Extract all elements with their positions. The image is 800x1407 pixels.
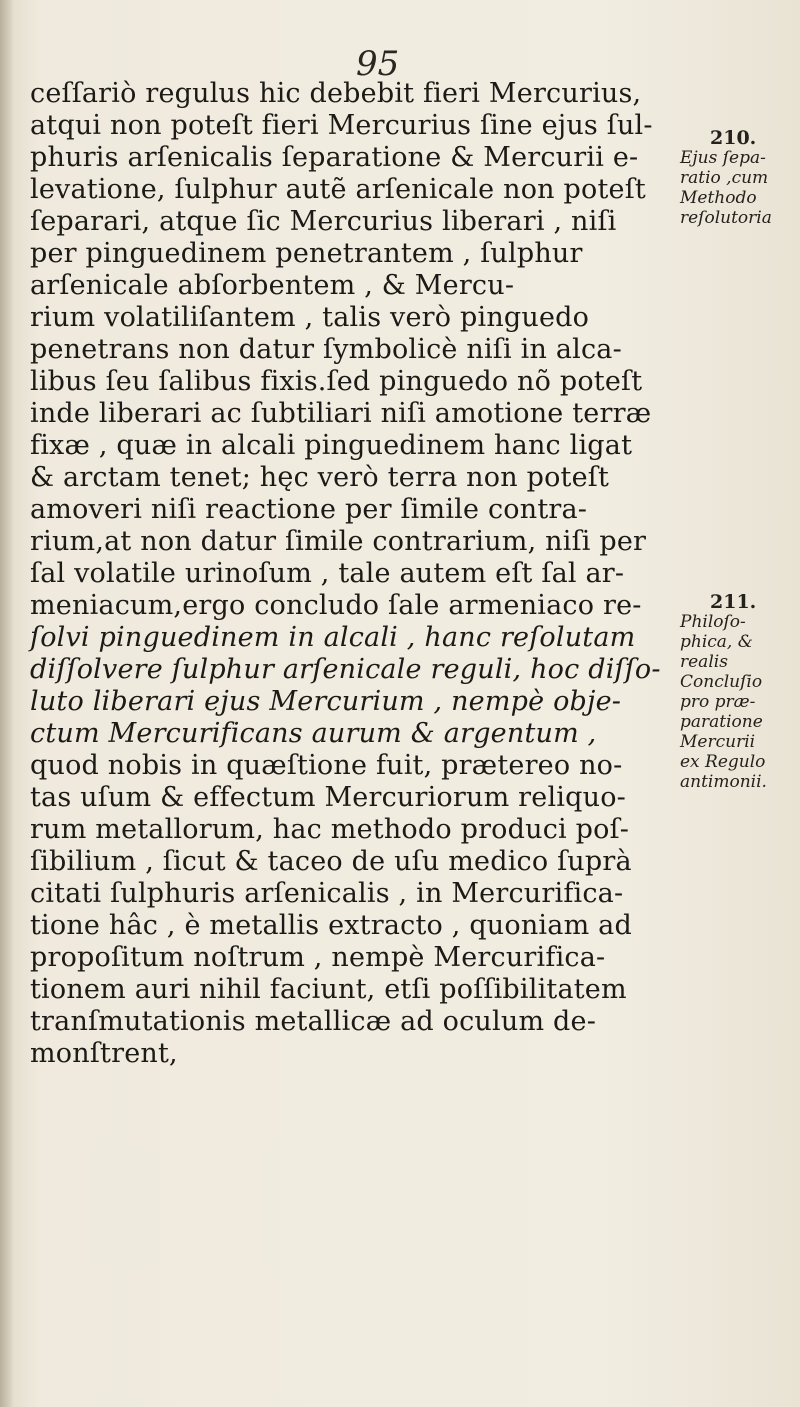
text-line: citati ſulphuris arſenicalis , in Mercurifica-	[30, 878, 624, 909]
marginal-note-line: ex Regulo	[680, 752, 766, 772]
text-line: ceſſariò regulus hic debebit fieri Mercurius,	[30, 78, 642, 109]
binding-shadow	[0, 0, 14, 1407]
text-line: ctum Mercurificans aurum & argentum ,	[30, 718, 597, 749]
marginal-note-line: antimonii.	[680, 772, 767, 792]
text-line: fixæ , quæ in alcali pinguedinem hanc ligat	[30, 430, 633, 461]
marginal-note-line: Methodo	[680, 188, 757, 208]
text-line: rium,at non datur ſimile contrarium, niſi per	[30, 526, 647, 557]
text-line: phuris arſenicalis ſeparatione & Mercurii e-	[30, 142, 639, 173]
text-line: diſſolvere ſulphur arſenicale reguli, hoc diſſo-	[30, 654, 661, 685]
text-line: propoſitum noſtrum , nempè Mercurifica-	[30, 942, 606, 973]
text-line: & arctam tenet; hęc verò terra non poteſt	[30, 462, 609, 493]
text-line: rum metallorum, hac methodo produci poſ-	[30, 814, 630, 845]
text-line: tione hâc , è metallis extracto , quoniam ad	[30, 910, 632, 941]
marginal-note-line: pro præ-	[680, 692, 756, 712]
text-line: ſibilium , ſicut & taceo de uſu medico ſuprà	[30, 846, 632, 877]
text-line: levatione, ſulphur autẽ arſenicale non poteſt	[30, 174, 646, 205]
marginal-note-211	[680, 592, 800, 792]
marginal-note-line: Mercurii	[680, 732, 756, 752]
text-line: amoveri niſi reactione per ſimile contra-	[30, 494, 588, 525]
marginal-note-line: ratio ,cum	[680, 168, 769, 188]
body-text	[30, 78, 670, 1070]
text-line: luto liberari ejus Mercurium , nempè obje-	[30, 686, 622, 717]
text-line: ſal volatile urinoſum , tale autem eſt ſal ar-	[30, 558, 625, 589]
marginal-note-number: 210.	[710, 127, 757, 149]
text-line: atqui non poteſt fieri Mercurius ſine ejus ſul-	[30, 110, 653, 141]
text-line: ſeparari, atque ſic Mercurius liberari , niſi	[30, 206, 617, 237]
page-number: 95	[356, 44, 400, 84]
marginal-note-line: realis	[680, 652, 728, 672]
text-line: penetrans non datur ſymbolicè niſi in alca-	[30, 334, 622, 365]
text-line: tranſmutationis metallicæ ad oculum de-	[30, 1006, 597, 1037]
text-line: monſtrent,	[30, 1038, 178, 1069]
text-line: per pinguedinem penetrantem , ſulphur	[30, 238, 583, 269]
marginal-note-line: paratione	[680, 712, 763, 732]
marginal-note-number: 211.	[710, 591, 757, 613]
marginal-note-line: Philoſo-	[680, 612, 746, 632]
text-line: libus ſeu ſalibus fixis.ſed pinguedo nõ poteſt	[30, 366, 643, 397]
text-line: rium volatiliſantem , talis verò pinguedo	[30, 302, 590, 333]
marginal-note-line: phica, &	[680, 632, 753, 652]
text-line: arſenicale abſorbentem , & Mercu-	[30, 270, 515, 301]
text-line: meniacum,ergo concludo ſale armeniaco re-	[30, 590, 642, 621]
text-line: quod nobis in quæſtione fuit, prætereo no-	[30, 750, 623, 781]
marginal-note-line: Concluſio	[680, 672, 763, 692]
text-line: tas uſum & effectum Mercuriorum reliquo-	[30, 782, 626, 813]
text-line: ſolvi pinguedinem in alcali , hanc reſolutam	[30, 622, 636, 653]
text-line: tionem auri nihil faciunt, etſi poſſibilitatem	[30, 974, 627, 1005]
marginal-note-line: reſolutoria	[680, 208, 772, 228]
text-line: inde liberari ac ſubtiliari niſi amotione terræ	[30, 398, 652, 429]
marginal-note-210	[680, 128, 800, 228]
marginal-note-line: Ejus ſepa-	[680, 148, 766, 168]
